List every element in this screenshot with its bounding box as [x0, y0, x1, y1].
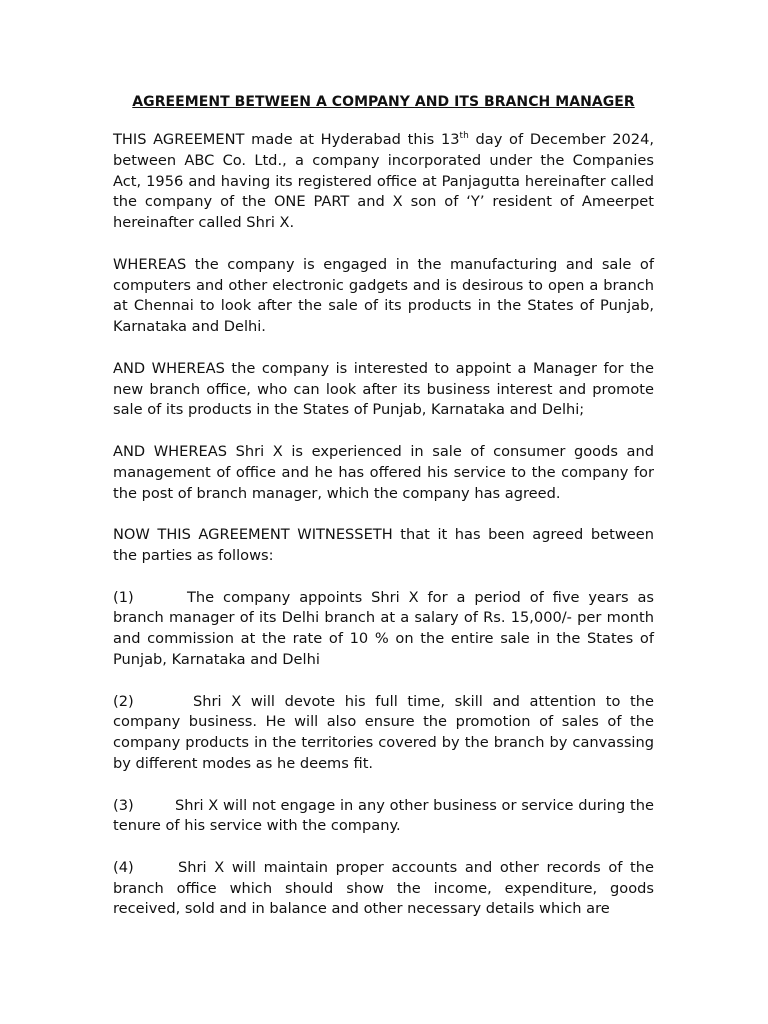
whereas-paragraph-1: WHEREAS the company is engaged in the manufacturing and sale of computers and other electronic gadgets and is desirous to open a branch at Chennai to look after the sale of its products in the States of Punjab, Karnataka and Delhi. — [113, 255, 654, 336]
whereas-paragraph-2: AND WHEREAS the company is interested to appoint a Manager for the new branch office, who can look after its business interest and promote sale of its products in the States of Punjab, Karnataka and Delhi; — [113, 359, 654, 419]
clause-text: Shri X will devote his full time, skill and attention to the company business. He will also ensure the promotion of sales of the company products in the territories covered by the branch by canvassing by different modes as he deems fit. — [113, 692, 654, 772]
clause-text: The company appoints Shri X for a period of five years as branch manager of its Delhi branch at a salary of Rs. 15,000/- per month and commission at the rate of 10 % on the entire sale in the States of Punjab, Karnataka and Delhi — [113, 588, 654, 668]
clause-number: (4) — [113, 858, 134, 876]
clause-number: (2) — [113, 692, 134, 710]
clause-text: Shri X will not engage in any other business or service during the tenure of his service with the company. — [113, 796, 654, 835]
clause-1 — [113, 588, 654, 671]
clause-number: (3) — [113, 796, 134, 814]
clause-3 — [113, 796, 654, 838]
whereas-paragraph-3: AND WHEREAS Shri X is experienced in sale of consumer goods and management of office and he has offered his service to the company for the post of branch manager, which the company has agreed. — [113, 442, 654, 502]
clause-4 — [113, 858, 654, 920]
clause-text: Shri X will maintain proper accounts and other records of the branch office which should show the income, expenditure, goods received, sold and in balance and other necessary details which are — [113, 858, 654, 918]
document-title: AGREEMENT BETWEEN A COMPANY AND ITS BRANCH MANAGER — [132, 94, 635, 110]
witnesseth-paragraph: NOW THIS AGREEMENT WITNESSETH that it has been agreed between the parties as follows: — [113, 526, 654, 564]
clause-2 — [113, 692, 654, 775]
intro-paragraph — [113, 130, 654, 234]
intro-text-rest: day of December 2024, between ABC Co. Ltd., a company incorporated under the Companies Act, 1956 and having its registered office at Panjagutta hereinafter called the company of the ONE PART and X son of ‘Y’ resident of Ameerpet hereinafter called Shri X. — [113, 131, 655, 232]
intro-text-start: THIS AGREEMENT made at Hyderabad this 13 — [113, 131, 460, 148]
intro-ordinal-suffix: th — [459, 131, 469, 141]
clause-number: (1) — [113, 588, 134, 606]
